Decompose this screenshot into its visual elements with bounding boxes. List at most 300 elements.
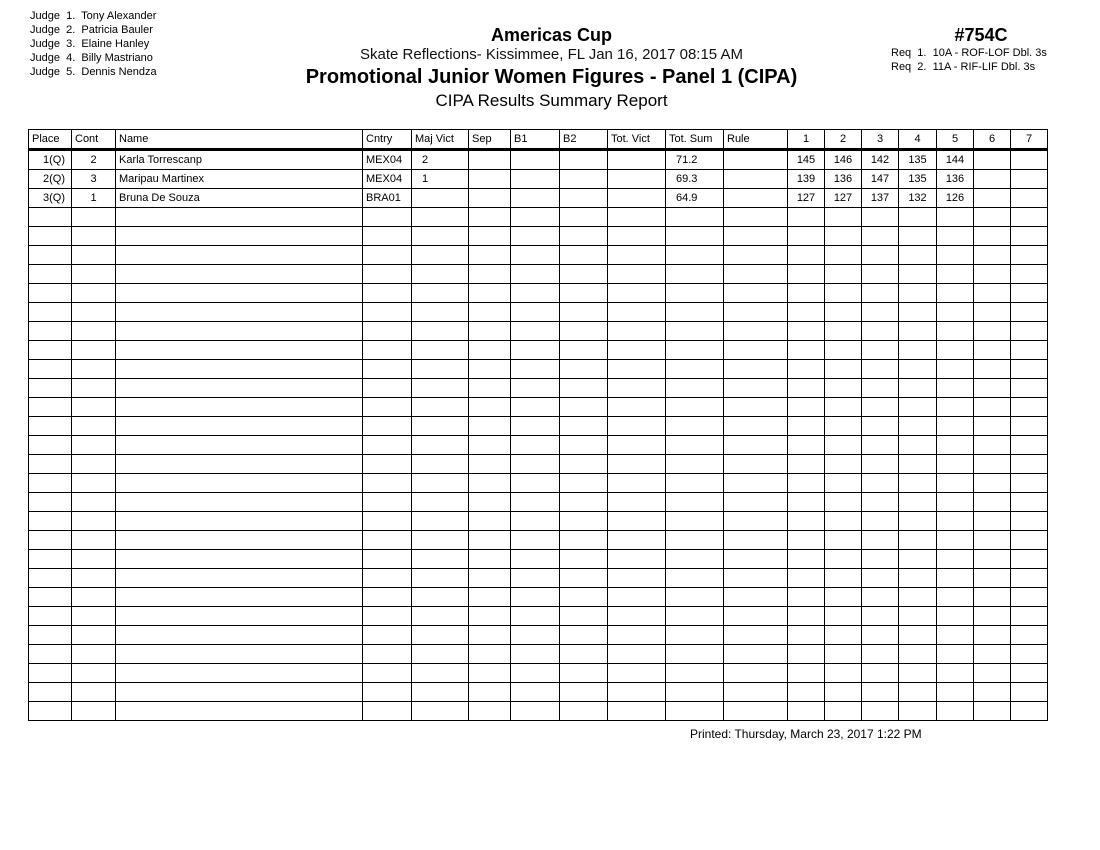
table-cell bbox=[899, 493, 937, 512]
table-cell bbox=[1011, 189, 1048, 208]
table-cell bbox=[116, 398, 363, 417]
event-info bbox=[886, 24, 1096, 74]
table-cell bbox=[29, 379, 72, 398]
table-cell bbox=[788, 360, 825, 379]
table-cell: 2(Q) bbox=[29, 170, 72, 189]
table-cell bbox=[666, 531, 724, 550]
judge-3: Judge 3. Elaine Hanley bbox=[30, 38, 150, 50]
empty-row bbox=[29, 664, 1048, 683]
table-cell bbox=[116, 588, 363, 607]
table-cell bbox=[29, 360, 72, 379]
table-cell bbox=[412, 531, 469, 550]
table-cell bbox=[412, 189, 469, 208]
table-cell bbox=[1011, 550, 1048, 569]
table-cell bbox=[116, 474, 363, 493]
table-cell: 71.2 bbox=[666, 150, 724, 170]
table-cell bbox=[788, 265, 825, 284]
table-cell bbox=[560, 626, 608, 645]
table-cell bbox=[608, 531, 666, 550]
table-cell bbox=[29, 607, 72, 626]
table-cell bbox=[560, 702, 608, 721]
table-cell bbox=[899, 436, 937, 455]
table-cell bbox=[899, 512, 937, 531]
table-cell bbox=[788, 683, 825, 702]
table-cell bbox=[608, 550, 666, 569]
table-cell bbox=[666, 246, 724, 265]
table-cell bbox=[666, 493, 724, 512]
table-cell bbox=[724, 417, 788, 436]
table-cell bbox=[412, 360, 469, 379]
table-cell bbox=[511, 550, 560, 569]
table-cell bbox=[862, 607, 899, 626]
table-cell bbox=[116, 493, 363, 512]
table-cell bbox=[511, 645, 560, 664]
table-cell bbox=[412, 512, 469, 531]
empty-row bbox=[29, 208, 1048, 227]
table-cell bbox=[72, 398, 116, 417]
table-cell bbox=[469, 626, 511, 645]
table-cell bbox=[72, 246, 116, 265]
table-cell bbox=[116, 417, 363, 436]
table-cell bbox=[862, 341, 899, 360]
table-cell bbox=[412, 246, 469, 265]
table-cell bbox=[511, 341, 560, 360]
table-cell bbox=[1011, 379, 1048, 398]
table-cell: 144 bbox=[937, 150, 974, 170]
table-cell bbox=[899, 379, 937, 398]
empty-row bbox=[29, 493, 1048, 512]
table-cell bbox=[469, 227, 511, 246]
table-cell bbox=[1011, 150, 1048, 170]
table-cell bbox=[116, 607, 363, 626]
table-cell bbox=[412, 645, 469, 664]
table-cell bbox=[412, 436, 469, 455]
table-cell bbox=[608, 474, 666, 493]
table-cell bbox=[666, 227, 724, 246]
table-cell bbox=[788, 474, 825, 493]
table-cell bbox=[363, 664, 412, 683]
table-cell bbox=[72, 417, 116, 436]
table-cell bbox=[937, 683, 974, 702]
table-cell bbox=[666, 550, 724, 569]
table-cell bbox=[724, 493, 788, 512]
table-cell bbox=[1011, 208, 1048, 227]
table-cell bbox=[788, 493, 825, 512]
table-cell bbox=[788, 626, 825, 645]
table-cell bbox=[412, 626, 469, 645]
table-cell bbox=[469, 664, 511, 683]
table-cell bbox=[899, 683, 937, 702]
table-cell bbox=[724, 702, 788, 721]
table-cell bbox=[511, 474, 560, 493]
table-cell bbox=[608, 607, 666, 626]
table-cell: 146 bbox=[825, 150, 862, 170]
table-cell bbox=[412, 664, 469, 683]
table-cell bbox=[560, 436, 608, 455]
table-cell bbox=[1011, 607, 1048, 626]
table-cell bbox=[862, 493, 899, 512]
table-cell bbox=[974, 455, 1011, 474]
empty-row bbox=[29, 702, 1048, 721]
table-cell bbox=[825, 531, 862, 550]
table-cell bbox=[363, 493, 412, 512]
table-cell bbox=[511, 189, 560, 208]
table-cell bbox=[937, 398, 974, 417]
table-cell bbox=[511, 607, 560, 626]
table-cell bbox=[862, 512, 899, 531]
table-cell bbox=[560, 189, 608, 208]
column-header: B2 bbox=[560, 130, 608, 150]
table-cell bbox=[666, 512, 724, 531]
table-cell bbox=[608, 284, 666, 303]
table-cell bbox=[974, 322, 1011, 341]
table-cell bbox=[724, 341, 788, 360]
table-cell bbox=[825, 379, 862, 398]
table-cell bbox=[29, 664, 72, 683]
table-cell bbox=[825, 360, 862, 379]
table-cell bbox=[788, 569, 825, 588]
table-cell bbox=[29, 626, 72, 645]
empty-row bbox=[29, 303, 1048, 322]
table-cell bbox=[666, 360, 724, 379]
table-cell bbox=[825, 550, 862, 569]
table-cell bbox=[363, 474, 412, 493]
table-cell bbox=[724, 588, 788, 607]
table-cell bbox=[862, 417, 899, 436]
table-cell bbox=[412, 550, 469, 569]
requirement-2: Req 2. 11A - RIF-LIF Dbl. 3s bbox=[891, 61, 1036, 73]
table-cell bbox=[29, 531, 72, 550]
table-cell: 126 bbox=[937, 189, 974, 208]
column-header: 7 bbox=[1011, 130, 1048, 150]
table-cell bbox=[29, 569, 72, 588]
table-cell bbox=[29, 683, 72, 702]
table-cell: 137 bbox=[862, 189, 899, 208]
table-cell bbox=[974, 150, 1011, 170]
table-cell bbox=[974, 227, 1011, 246]
table-cell bbox=[608, 512, 666, 531]
table-cell bbox=[469, 208, 511, 227]
table-cell bbox=[116, 284, 363, 303]
empty-row bbox=[29, 607, 1048, 626]
table-cell bbox=[1011, 664, 1048, 683]
table-cell bbox=[511, 664, 560, 683]
table-cell bbox=[666, 265, 724, 284]
table-cell bbox=[724, 531, 788, 550]
table-cell bbox=[862, 322, 899, 341]
table-cell bbox=[974, 303, 1011, 322]
table-cell bbox=[862, 664, 899, 683]
table-cell bbox=[974, 170, 1011, 189]
empty-row bbox=[29, 436, 1048, 455]
table-cell bbox=[560, 607, 608, 626]
table-cell bbox=[72, 360, 116, 379]
table-cell bbox=[72, 493, 116, 512]
table-cell bbox=[363, 702, 412, 721]
table-cell bbox=[29, 455, 72, 474]
empty-row bbox=[29, 531, 1048, 550]
empty-row bbox=[29, 398, 1048, 417]
table-cell bbox=[862, 550, 899, 569]
table-cell bbox=[862, 398, 899, 417]
table-cell: BRA01 bbox=[363, 189, 412, 208]
table-cell bbox=[363, 208, 412, 227]
table-cell bbox=[937, 360, 974, 379]
table-cell bbox=[974, 379, 1011, 398]
table-cell bbox=[608, 493, 666, 512]
table-cell bbox=[974, 341, 1011, 360]
table-cell bbox=[899, 417, 937, 436]
table-cell bbox=[788, 664, 825, 683]
table-cell bbox=[974, 360, 1011, 379]
table-cell bbox=[899, 474, 937, 493]
table-cell bbox=[608, 170, 666, 189]
column-header: Tot. Vict bbox=[608, 130, 666, 150]
table-cell bbox=[608, 436, 666, 455]
table-cell bbox=[469, 702, 511, 721]
table-cell bbox=[469, 550, 511, 569]
empty-row bbox=[29, 360, 1048, 379]
table-cell bbox=[511, 512, 560, 531]
table-cell bbox=[937, 607, 974, 626]
table-cell bbox=[1011, 474, 1048, 493]
column-header: 5 bbox=[937, 130, 974, 150]
table-cell bbox=[72, 303, 116, 322]
table-cell bbox=[608, 189, 666, 208]
table-cell bbox=[608, 303, 666, 322]
table-cell: 3 bbox=[72, 170, 116, 189]
table-cell bbox=[974, 474, 1011, 493]
table-cell bbox=[72, 227, 116, 246]
table-cell bbox=[974, 550, 1011, 569]
table-cell bbox=[899, 702, 937, 721]
table-cell: Maripau Martinex bbox=[116, 170, 363, 189]
table-cell bbox=[974, 626, 1011, 645]
table-cell bbox=[724, 322, 788, 341]
judges-list bbox=[30, 9, 157, 79]
table-cell bbox=[937, 588, 974, 607]
table-cell: 1(Q) bbox=[29, 150, 72, 170]
table-cell bbox=[560, 379, 608, 398]
table-cell bbox=[72, 341, 116, 360]
table-cell bbox=[724, 246, 788, 265]
table-cell bbox=[724, 189, 788, 208]
column-header: Maj Vict bbox=[412, 130, 469, 150]
table-cell bbox=[116, 322, 363, 341]
table-cell bbox=[29, 493, 72, 512]
table-cell bbox=[666, 379, 724, 398]
table-cell bbox=[788, 246, 825, 265]
table-cell bbox=[788, 227, 825, 246]
table-cell bbox=[1011, 322, 1048, 341]
table-cell bbox=[974, 398, 1011, 417]
table-cell: 2 bbox=[72, 150, 116, 170]
empty-row bbox=[29, 569, 1048, 588]
table-cell bbox=[412, 227, 469, 246]
table-cell bbox=[608, 227, 666, 246]
table-cell: MEX04 bbox=[363, 150, 412, 170]
judge-1: Judge 1. Tony Alexander bbox=[30, 10, 157, 22]
table-cell bbox=[29, 208, 72, 227]
table-cell bbox=[724, 474, 788, 493]
event-number: #754C bbox=[954, 25, 1008, 45]
judge-2: Judge 2. Patricia Bauler bbox=[30, 24, 153, 36]
table-cell bbox=[469, 265, 511, 284]
table-cell bbox=[511, 170, 560, 189]
table-cell bbox=[29, 303, 72, 322]
table-cell bbox=[825, 702, 862, 721]
table-cell: 135 bbox=[899, 170, 937, 189]
table-cell bbox=[469, 436, 511, 455]
table-cell: 64.9 bbox=[666, 189, 724, 208]
table-cell bbox=[1011, 588, 1048, 607]
table-cell bbox=[412, 702, 469, 721]
table-cell bbox=[560, 208, 608, 227]
table-cell bbox=[29, 322, 72, 341]
table-cell bbox=[666, 208, 724, 227]
table-cell bbox=[511, 455, 560, 474]
table-cell bbox=[511, 702, 560, 721]
table-cell bbox=[511, 436, 560, 455]
table-cell bbox=[724, 569, 788, 588]
table-cell bbox=[937, 493, 974, 512]
table-cell: 135 bbox=[899, 150, 937, 170]
table-cell bbox=[937, 550, 974, 569]
event-title: Promotional Junior Women Figures - Panel 1 (CIPA) bbox=[305, 66, 798, 88]
table-cell bbox=[974, 417, 1011, 436]
table-cell bbox=[469, 284, 511, 303]
table-cell bbox=[862, 455, 899, 474]
column-header: Sep bbox=[469, 130, 511, 150]
table-cell bbox=[412, 379, 469, 398]
report-header bbox=[250, 24, 853, 112]
table-cell bbox=[511, 246, 560, 265]
judge-5: Judge 5. Dennis Nendza bbox=[30, 66, 157, 78]
table-cell bbox=[724, 664, 788, 683]
table-cell bbox=[560, 588, 608, 607]
table-cell bbox=[560, 322, 608, 341]
table-cell bbox=[29, 702, 72, 721]
table-cell bbox=[788, 512, 825, 531]
table-cell bbox=[116, 436, 363, 455]
empty-row bbox=[29, 341, 1048, 360]
table-cell bbox=[974, 208, 1011, 227]
table-cell bbox=[862, 284, 899, 303]
table-cell bbox=[608, 398, 666, 417]
table-cell bbox=[116, 246, 363, 265]
table-cell bbox=[469, 588, 511, 607]
table-cell bbox=[511, 303, 560, 322]
table-cell: 145 bbox=[788, 150, 825, 170]
table-cell bbox=[469, 493, 511, 512]
table-cell bbox=[899, 550, 937, 569]
table-cell bbox=[116, 569, 363, 588]
table-cell bbox=[363, 379, 412, 398]
table-cell bbox=[560, 683, 608, 702]
table-header-row bbox=[29, 130, 1048, 150]
table-cell bbox=[1011, 265, 1048, 284]
table-cell bbox=[469, 379, 511, 398]
table-cell bbox=[1011, 626, 1048, 645]
table-cell bbox=[608, 683, 666, 702]
table-cell bbox=[974, 493, 1011, 512]
empty-row bbox=[29, 322, 1048, 341]
table-cell bbox=[862, 208, 899, 227]
table-cell bbox=[899, 664, 937, 683]
table-cell bbox=[937, 379, 974, 398]
table-cell bbox=[788, 702, 825, 721]
table-cell bbox=[116, 626, 363, 645]
printed-timestamp: Printed: Thursday, March 23, 2017 1:22 PM bbox=[690, 727, 922, 741]
table-cell bbox=[937, 208, 974, 227]
table-cell bbox=[72, 284, 116, 303]
table-cell bbox=[29, 227, 72, 246]
table-cell bbox=[666, 417, 724, 436]
table-cell bbox=[666, 626, 724, 645]
table-cell bbox=[724, 645, 788, 664]
table-cell bbox=[511, 379, 560, 398]
table-cell bbox=[899, 588, 937, 607]
table-cell bbox=[825, 227, 862, 246]
table-cell bbox=[560, 303, 608, 322]
table-cell bbox=[412, 683, 469, 702]
table-cell bbox=[469, 341, 511, 360]
table-cell bbox=[825, 588, 862, 607]
table-cell bbox=[29, 246, 72, 265]
table-cell bbox=[363, 227, 412, 246]
table-cell bbox=[974, 569, 1011, 588]
table-cell: 127 bbox=[825, 189, 862, 208]
table-cell bbox=[724, 150, 788, 170]
table-cell bbox=[469, 569, 511, 588]
table-cell bbox=[116, 455, 363, 474]
table-cell bbox=[116, 379, 363, 398]
table-cell bbox=[29, 341, 72, 360]
table-cell bbox=[72, 626, 116, 645]
table-cell bbox=[72, 265, 116, 284]
table-cell bbox=[560, 417, 608, 436]
table-cell bbox=[788, 284, 825, 303]
table-cell bbox=[974, 512, 1011, 531]
table-cell bbox=[412, 588, 469, 607]
table-cell bbox=[72, 531, 116, 550]
table-cell bbox=[1011, 360, 1048, 379]
table-cell bbox=[825, 607, 862, 626]
table-cell bbox=[666, 645, 724, 664]
table-cell bbox=[608, 645, 666, 664]
table-row bbox=[29, 189, 1048, 208]
table-cell bbox=[825, 436, 862, 455]
empty-row bbox=[29, 626, 1048, 645]
table-cell: 3(Q) bbox=[29, 189, 72, 208]
table-cell bbox=[560, 474, 608, 493]
empty-row bbox=[29, 227, 1048, 246]
table-cell bbox=[974, 436, 1011, 455]
table-cell bbox=[511, 150, 560, 170]
table-cell: 147 bbox=[862, 170, 899, 189]
table-cell bbox=[363, 607, 412, 626]
table-cell bbox=[862, 645, 899, 664]
table-cell bbox=[724, 683, 788, 702]
table-cell bbox=[974, 246, 1011, 265]
table-cell bbox=[29, 588, 72, 607]
empty-row bbox=[29, 284, 1048, 303]
table-cell bbox=[363, 246, 412, 265]
column-header: Cntry bbox=[363, 130, 412, 150]
table-cell bbox=[974, 664, 1011, 683]
requirement-1: Req 1. 10A - ROF-LOF Dbl. 3s bbox=[891, 47, 1047, 59]
table-cell bbox=[363, 550, 412, 569]
